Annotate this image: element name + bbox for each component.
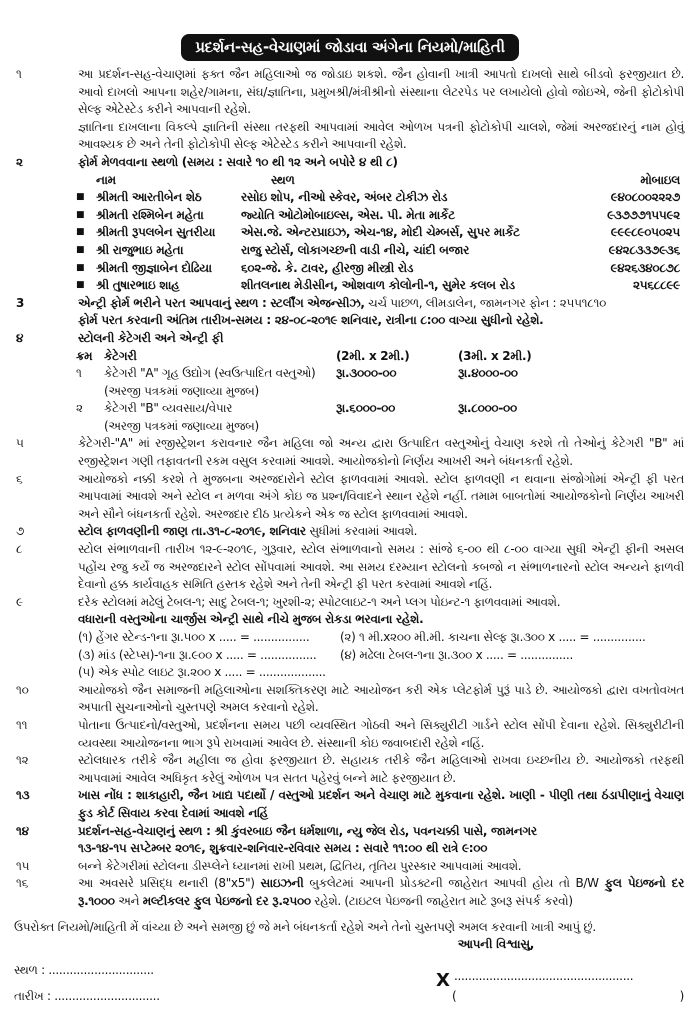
rule-text: બન્ને કેટેગરીમાં સ્ટોલના ડીસ્પ્લેને ધ્યાનમાં રાખી પ્રથમ, દ્વિતિય, તૃતિય પુરસ્કાર આપવામાં આવશે. — [78, 858, 522, 873]
rule-text: સ્ટોલ સંભાળવાની તારીખ ૧૨-૯-૨૦૧૯, ગુરૂવાર, સ્ટોલ સંભાળવાનો સમય : સાંજે ૬-૦૦ થી ૮-૦૦ વાગ્યા સુધી એન્ટ્રી ફીની અસલ પહોંચ રજુ કર્યે જ અરજદારને સ્ટોલ સોંપવામાં આવશે. આ સમય દરમ્યાન સ્ટોલનો કબજો ન સંભાળનારનો સ્ટોલ અન્યને ફાળવી દેવાનો હક્ક કાર્યવાહક સમિતિ હસ્તક રહેશે અને તેની એન્ટ્રી ફી પરત કરવામાં આવશે નહિં. — [78, 542, 684, 592]
contact-mobile: ૯૪૨૬૩૪૦૮૭૮ — [610, 260, 680, 275]
contact-place: રસોઇ શોપ, નીઓ સ્કેવર, અંબર ટોકીઝ રોડ — [241, 190, 448, 205]
rule-text: એન્ટ્રી ફોર્મ ભરીને પરત આપવાનું સ્થળ : — [78, 295, 271, 310]
contact-name: શ્રીમતી રશ્મિબેન મહેતા — [96, 207, 204, 222]
category-row — [76, 400, 684, 435]
rule-number: ૧૦ — [16, 682, 29, 697]
rule-number: ૧૧ — [16, 717, 28, 732]
col-header: ક્રમ — [76, 348, 93, 363]
rule-text: ફુલ પેઇજનો દર રૂ.૧૦૦૦ — [78, 876, 684, 908]
location-row — [76, 260, 684, 278]
rule-text: સાઇઝની — [260, 876, 304, 891]
rule-text: બુકલેટમાં આપની પ્રોડક્ટની જાહેરાત આપવી હોય તો B/W — [303, 876, 605, 891]
rule-heading: ફોર્મ મેળવવાના સ્થળો (સમય : સવારે ૧૦ થી ૧૨ અને બપોરે ૪ થી ૮) — [78, 154, 398, 169]
col-header: કેટેગરી — [104, 348, 137, 363]
rule-text: સ્ટોલધારક તરીકે જૈન મહીલા જ હોવા ફરજીયાત છે. સહાયક તરીકે જૈન મહિલાઓ રાખવા ઇચ્છનીય છે. આયોજકો તરફથી આપવામાં આવેલ અધિકૃત કરેલું ઓળખ પત્ર સતત પહેરવું બન્ને માટે ફરજીયાત છે. — [78, 753, 684, 785]
rule-5 — [14, 435, 684, 470]
col-header: સ્થળ — [271, 172, 295, 187]
rule-number: ૮ — [16, 542, 23, 557]
rule-heading: સ્ટોલની કેટેગરી અને એન્ટ્રી ફી — [78, 330, 224, 345]
place-field[interactable]: સ્થળ : .............................. — [14, 962, 154, 977]
name-bracket-open: ( — [452, 988, 457, 1003]
bullet-icon: ■ — [76, 209, 85, 220]
rule-text: રહેશે. (ટાઇટલ પેઇજની જાહેરાત માટે રૂબરૂ સંપર્ક કરવો) — [310, 893, 573, 908]
rule-number: ૨ — [16, 154, 23, 169]
rule-7 — [14, 523, 684, 541]
charge-line: (૫) એક સ્પોટ લાઇટ રૂા.૨૦૦ x ..... = ................... — [78, 665, 326, 680]
rule-4 — [14, 330, 684, 348]
contact-place: રાજુ સ્ટોર્સ, લોકાગચ્છની વાડી નીચે, ચાંદી બજાર — [241, 242, 470, 257]
bullet-icon: ■ — [76, 192, 85, 203]
rule-text: ખાસ નોંધ : શાકાહારી, જૈન ખાદ્ય પદાર્થો / વસ્તુઓ પ્રદર્શન અને વેચાણ માટે મુકવાના રહેશે. ખાણી - પીણી તથા ઠંડાપીણાનું વેચાણ ફુડ કોર્ટ સિવાય કરવા દેવામાં આવશે નહિં — [78, 788, 684, 820]
contact-mobile: ૯૩૭૭૭૧૫૫૯૨ — [607, 207, 680, 222]
rule-number: ૫ — [16, 436, 24, 451]
venue-text: પ્રદર્શન-સહ-વેચાણનું સ્થળ : શ્રી કુંવરબાઇ જૈન ધર્મશાળા, ન્યુ જેલ રોડ, પવનચક્કી પાસે, જામનગર — [78, 823, 537, 838]
contact-name: શ્રીમતી જીજ્ઞાબેન દોઢિયા — [96, 260, 212, 275]
contact-name: શ્રી રાજુભાઇ મહેતા — [96, 242, 184, 257]
rule-11 — [14, 717, 684, 752]
rule-number: ૯ — [16, 594, 23, 609]
bullet-icon: ■ — [76, 227, 85, 238]
category-note: (અરજી પત્રકમાં જણાવ્યા મુજબ) — [104, 418, 259, 433]
contact-mobile: ૯૪૨૮૩૩૭૯૩૬ — [608, 242, 680, 257]
bullet-icon: ■ — [76, 262, 85, 273]
deadline-text: ફોર્મ પરત કરવાની અંતિમ તારીખ-સમય : ૨૪-૦૮-૨૦૧૯ શનિવાર, રાત્રીના ૮:૦૦ વાગ્યા સુધીનો રહેશે. — [78, 313, 544, 328]
rule-8 — [14, 541, 684, 594]
rule-number: ૧૩ — [16, 788, 30, 803]
closing-section — [0, 919, 700, 954]
location-row — [76, 207, 684, 225]
category-name: કેટેગરી "B" વ્યવસાય/વેપાર — [104, 401, 233, 416]
page-title: પ્રદર્શન-સહ-વેચાણમાં જોડાવા અંગેના નિયમો/માહિતી — [181, 34, 518, 61]
rule-number: ૬ — [16, 471, 23, 486]
col-header: (3મી. x 2મી.) — [458, 348, 532, 363]
rule-text: આયોજકો જૈન સમાજની મહિલાઓના સશક્તિકરણ માટે આયોજન કરી એક પ્લેટફોર્મ પુરૂં પાડે છે. આયોજકો દ્વારા વખતોવખત અપાતી સુચનાઓનો ચુસ્તપણે અમલ કરવાનો રહેશે. — [78, 682, 684, 715]
price-small: રૂા.૬૦૦૦-૦૦ — [336, 401, 396, 416]
rule-number: ૪ — [16, 330, 24, 345]
location-row — [76, 224, 684, 242]
location-row — [76, 242, 684, 260]
rule-text: કેટેગરી-"A" માં રજીસ્ટ્રેશન કરાવનાર જૈન મહિલા જો અન્ય દ્વારા ઉત્પાદિત વસ્તુઓનું વેચાણ કરશે તો તેઓનું કેટેગરી "B" માં રજીસ્ટ્રેશન ગણી તફાવતની રકમ વસુલ કરવામાં આવશે. આયોજકોનો નિર્ણય આખરી અને બંધનકર્તા રહેશે. — [78, 436, 684, 469]
category-row — [76, 365, 684, 400]
rule-3 — [14, 295, 684, 330]
name-bracket-close: ) — [679, 988, 684, 1003]
charge-line: (૪) મઢેલા ટેબલ-૧ના રૂા.૩૦૦ x ..... = ............... — [340, 647, 573, 662]
signature-mark: X — [436, 969, 450, 991]
bullet-icon: ■ — [76, 244, 85, 255]
rule-number: ૭ — [16, 524, 25, 539]
date-field[interactable]: તારીખ : .............................. — [14, 988, 160, 1003]
rule-6 — [14, 471, 684, 524]
price-large: રૂા.૮૦૦૦-૦૦ — [458, 401, 517, 416]
rule-1 — [14, 66, 684, 154]
locations-table — [14, 172, 684, 295]
rule-14 — [14, 823, 684, 858]
yours-faithfully: આપની વિશ્વાસુ, — [457, 937, 534, 952]
rule-text: આ અવસરે પ્રસિદ્ધ થનારી (8"x5") — [78, 876, 261, 891]
contact-place: ૬૦૨-જે. કે. ટાવર, હીરજી મીસ્ત્રી રોડ — [241, 260, 414, 275]
category-no: ૨ — [76, 401, 83, 416]
charge-line: (૨) ૧ મી.x૨૦૦ મી.મી. કાચના સેલ્ફ રૂા.૩૦૦ x ..... = ............... — [340, 630, 646, 644]
charge-line: (૧) હેંગર સ્ટેન્ડ-૧ના રૂા.૫૦૦ x ..... = ................ — [78, 630, 310, 644]
rule-text: પોતાના ઉત્પાદનો/વસ્તુઓ, પ્રદર્શનના સમય પછી વ્યવસ્થિત ગોઠવી અને સિક્યુરીટી ગાર્ડને સ્ટોલ સોંપી દેવાના રહેશે. સિક્યુરીટીની વ્યવસ્થા આયોજનના ભાગ રૂપે રાખવામાં આવેલ છે. સંસ્થાની કોઇ જવાબદારી રહેશે નહિં. — [78, 717, 684, 750]
rule-text: ચર્ચ પાછળ, લીમડાલેન, જામનગર ફોન : ૨૫૫૧૮૧૦ — [364, 295, 607, 310]
category-no: ૧ — [76, 366, 82, 381]
rule-text: મલ્ટીકલર ફુલ પેઇજનો દર રૂ.૨૫૦૦ — [142, 893, 311, 908]
rule-text: સુધીમાં કરવામાં આવશે. — [305, 524, 418, 539]
rule-number: ૧૪ — [16, 823, 29, 838]
contact-place: એસ.જે. એન્ટરપ્રાઇઝ, એચ-૧૪, મોદી ચેમ્બર્સ, સુપર માર્કેટ — [241, 225, 520, 240]
rule-2 — [14, 154, 684, 172]
contact-mobile: ૨૫૬૮૮૯૯ — [633, 278, 680, 293]
location-row — [76, 189, 684, 207]
category-name: કેટેગરી "A" ગૃહ ઉદ્યોગ (સ્વઉત્પાદિત વસ્તુઓ) — [104, 366, 316, 381]
rule-number: 3 — [16, 295, 25, 310]
contact-name: શ્રીમતી રૂપલબેન સુતરીયા — [96, 225, 216, 240]
location-row — [76, 277, 684, 295]
event-dates: ૧૩-૧૪-૧૫ સપ્ટેમ્બર ૨૦૧૯, શુક્રવાર-શનિવાર-રવિવાર સમય : સવારે ૧૧:૦૦ થી રાત્રે ૯:૦૦ — [78, 841, 488, 856]
rule-text: અને — [114, 893, 143, 908]
rule-text: સ્ટોલ ફાળવણીની જાણ તા.૩૧-૮-૨૦૧૯, શનિવાર — [78, 524, 306, 539]
contact-mobile: ૯૪૦૮૦૦૨૨૨૭ — [610, 190, 680, 205]
col-header: નામ — [96, 172, 116, 187]
rule-text: જ્ઞાતિના દાખલાના વિકલ્પે જ્ઞાતિની સંસ્થા તરફથી આપવામાં આવેલ ઓળખ પત્રની ફોટોકોપી ચાલશે, જેમાં અરજદારનું નામ હોવું આવશ્યક છે અને તેની ફોટોકોપી સેલ્ફ એટેસ્ટેડ કરીને આપવાની રહેશે. — [78, 119, 684, 152]
rule-9 — [14, 594, 684, 682]
rule-16 — [14, 875, 684, 910]
rule-15 — [14, 858, 684, 876]
contact-name: શ્રીમતી આરતીબેન શેઠ — [96, 190, 202, 205]
category-note: (અરજી પત્રકમાં જણાવ્યા મુજબ) — [104, 383, 259, 398]
contact-place: જ્યોતિ ઓટોમોબાઇલ્સ, એસ. પી. મેતા માર્કેટ — [241, 207, 455, 222]
signature-field[interactable]: ................................................... — [454, 968, 634, 983]
rule-number: ૧૨ — [16, 753, 29, 768]
rule-number: ૧૫ — [16, 858, 30, 873]
bullet-icon: ■ — [76, 280, 85, 291]
rule-text: દરેક સ્ટોલમાં મઢેલું ટેબલ-૧; સાદુ ટેબલ-૧; ખુરશી-૨; સ્પોટલાઇટ-૧ અને પ્લગ પોઇન્ટ-૧ ફાળવવામાં આવશે. — [78, 594, 561, 609]
rule-text: આ પ્રદર્શન-સહ-વેચાણમાં ફક્ત જૈન મહિલાઓ જ જોડાઇ શકશે. જૈન હોવાની ખાત્રી આપતો દાખલો સાથે બીડવો ફરજીયાત છે. આવો દાખલો આપના શહેર/ગામના, સંઘ/જ્ઞાતિના, પ્રમુખશ્રી/મંત્રીશ્રીનો સંસ્થાના લેટરપેડ પર લખાયેલો હોવો જોઇએ, જેની ફોટોકોપી સેલ્ફ એટેસ્ટેડ કરીને આપવાની રહેશે. — [78, 67, 684, 117]
contact-place: શીતલનાથ મેડીસીન, ઓશવાળ કોલોની-૧, સુમેર કલબ રોડ — [241, 278, 515, 293]
rule-12 — [14, 752, 684, 787]
rule-text: આયોજકો નક્કી કરશે તે મુજબના અરજદારોને સ્ટોલ ફાળવવામાં આવશે. સ્ટોલ ફાળવણી ન થવાના સંજોગોમાં એન્ટ્રી ફી પરત આપવામાં આવશે અને સ્ટોલ ન મળવા અંગે કોઇ જ પ્રશ્ન/વિવાદને સ્થાન રહેશે નહીં. તમામ બાબતોમાં આયોજકોનો નિર્ણય આખરી અને સૌને બંધનકર્તા રહેશે. અરજદાર દીઠ પ્રત્યેકને એક જ સ્ટોલ ફાળવવામાં આવશે. — [78, 471, 684, 521]
price-large: રૂા.૪૦૦૦-૦૦ — [458, 366, 518, 381]
agency-name: સ્ટર્લીંગ એજન્સીઝ, — [270, 295, 365, 310]
col-header: મોબાઇલ — [640, 172, 680, 187]
col-header: (2મી. x 2મી.) — [336, 348, 410, 363]
charge-line: (૩) માંડ (સ્ટેપ્સ)-૧ના રૂા.૯૦૦ x ..... = ................ — [78, 647, 317, 662]
contact-name: શ્રી તુષારભાઇ શાહ — [96, 278, 180, 293]
rule-13 — [14, 787, 684, 822]
price-small: રૂા.૩૦૦૦-૦૦ — [336, 366, 397, 381]
rule-number: ૧૬ — [16, 876, 29, 891]
signature-area — [0, 962, 700, 1016]
contact-mobile: ૯૯૯૮૯૦૫૦૨૫ — [610, 225, 680, 240]
rule-text: વધારાની વસ્તુઓના ચાર્જીસ એન્ટ્રી સાથે નીચે મુજબ રોકડા ભરવાના રહેશે. — [78, 612, 424, 627]
rule-10 — [14, 682, 684, 717]
category-table — [14, 348, 684, 436]
rule-number: ૧ — [16, 67, 22, 81]
declaration-text: ઉપરોક્ત નિયમો/માહિતી મેં વાંચ્યા છે અને સમજી છું જે મને બંધનકર્તા રહેશે અને તેનો ચુસ્તપણે અમલ કરવાની ખાત્રી આપું છું. — [14, 919, 596, 934]
